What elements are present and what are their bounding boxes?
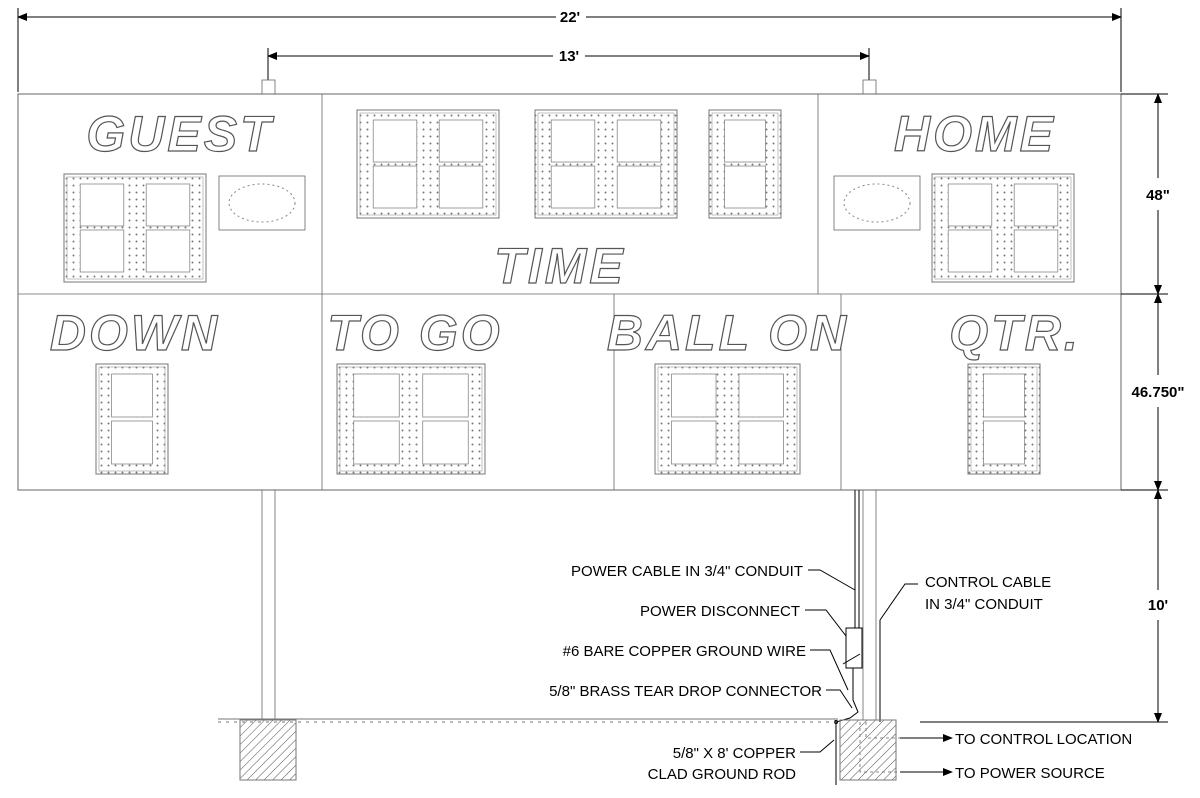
lower-height-label: 46.750" xyxy=(1131,384,1185,401)
right-post-cap xyxy=(863,80,876,94)
post-spacing-dimension xyxy=(268,48,869,80)
ground-wire-callout: #6 BARE COPPER GROUND WIRE xyxy=(562,643,806,660)
upper-height-label: 48" xyxy=(1146,187,1170,204)
time-title: TIME xyxy=(494,238,626,294)
qtr-module xyxy=(968,364,1040,474)
home-title: HOME xyxy=(894,106,1056,162)
clearance-label: 10' xyxy=(1147,597,1169,614)
to-power-callout: TO POWER SOURCE xyxy=(955,765,1105,782)
power-cable-callout: POWER CABLE IN 3/4" CONDUIT xyxy=(570,563,803,580)
left-post-cap xyxy=(262,80,275,94)
to-control-callout: TO CONTROL LOCATION xyxy=(955,731,1133,748)
overall-width-label: 22' xyxy=(559,9,581,26)
control-cable-callout-line2: IN 3/4" CONDUIT xyxy=(925,596,1043,613)
down-module xyxy=(96,364,168,474)
time-minutes-module xyxy=(357,110,499,218)
ball-on-title: BALL ON xyxy=(606,305,850,361)
guest-title: GUEST xyxy=(86,106,274,162)
ground-rod-callout-line2: CLAD GROUND ROD xyxy=(647,766,796,783)
to-go-module xyxy=(337,364,485,474)
power-disconnect-callout: POWER DISCONNECT xyxy=(639,603,800,620)
ball-on-module xyxy=(655,364,800,474)
power-disconnect-box xyxy=(843,628,862,668)
down-title: DOWN xyxy=(49,305,221,361)
left-foundation xyxy=(240,720,296,780)
to-go-title: TO GO xyxy=(327,305,503,361)
control-cable-callout-line1: CONTROL CABLE xyxy=(925,574,1052,591)
tear-drop-callout: 5/8" BRASS TEAR DROP CONNECTOR xyxy=(549,683,822,700)
time-seconds-module xyxy=(535,110,677,218)
time-tenths-module xyxy=(709,110,781,218)
qtr-title: QTR. xyxy=(949,305,1081,361)
post-spacing-label: 13' xyxy=(558,48,580,65)
ground-line xyxy=(218,719,838,722)
ground-rod-callout-line1: 5/8" X 8' COPPER xyxy=(672,745,796,762)
right-foundation xyxy=(840,720,896,780)
home-score-module xyxy=(932,174,1074,282)
guest-score-module xyxy=(64,174,206,282)
